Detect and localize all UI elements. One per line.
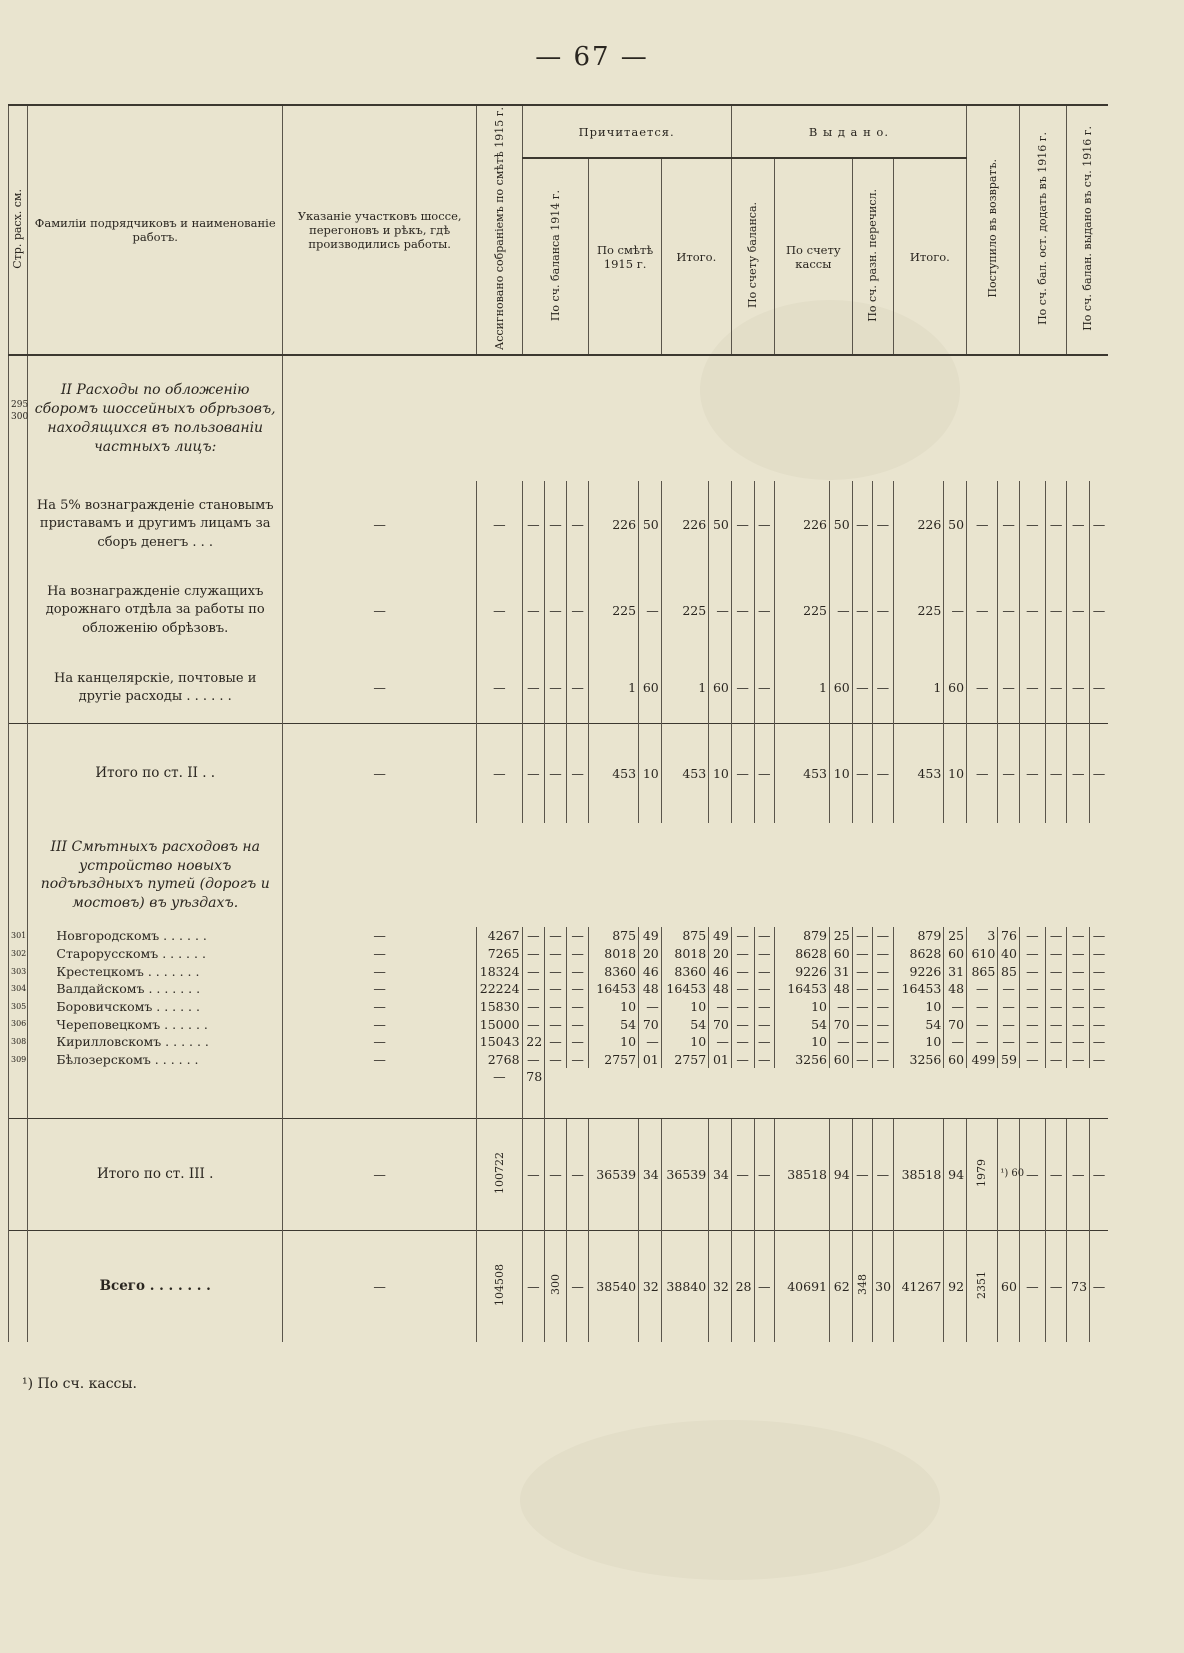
- section2-blank: [283, 355, 1108, 481]
- header-places: Указаніе участковъ шоссе, перегоновъ и рѣкъ, гдѣ производились работы.: [283, 105, 477, 355]
- row-desc: На вознагражденіе служащихъ дорожнаго отдѣла за работы по обложенію обрѣзовъ.: [28, 567, 283, 653]
- header-group-paid: В ы д а н о.: [731, 105, 966, 158]
- row-name: Новгородскомъ . . . . . .: [28, 927, 283, 945]
- row-desc: На 5% вознагражденіе становымъ приставамъ и другимъ лицамъ за сборъ денегъ . . .: [28, 481, 283, 567]
- header-over-1916: По сч. балан. выдано въ сч. 1916 г.: [1067, 105, 1108, 355]
- page-number: — 67 —: [535, 42, 649, 72]
- table-row: 301 Новгородскомъ . . . . . . — 4267 — — — 875 49 875 49 — — 879 25 — — 879 25 3 76 — — — —: [9, 927, 1109, 945]
- row-name: Валдайскомъ . . . . . . .: [28, 980, 283, 998]
- header-add-1916: По сч. бал. ост. додать въ 1916 г.: [1019, 105, 1066, 355]
- ledger-table-wrap: [8, 104, 1116, 1366]
- header-due-balance: По сч. баланса 1914 г.: [522, 158, 589, 355]
- row-name: Крестецкомъ . . . . . . .: [28, 963, 283, 981]
- footnote: ¹) По сч. кассы.: [22, 1376, 137, 1392]
- row-desc: На канцелярскіе, почтовые и другіе расходы . . . . . .: [28, 653, 283, 723]
- header-returned: Поступило въ возвратъ.: [967, 105, 1020, 355]
- section3-title: III Смѣтныхъ расходовъ на устройство новыхъ подъѣздныхъ путей (дорогъ и мостовъ) въ уѣздахъ.: [28, 823, 283, 927]
- section2-title: II Расходы по обложенію сборомъ шоссейныхъ обрѣзовъ, находящихся въ пользованіи частныхъ лицъ:: [28, 355, 283, 481]
- row-name: Бѣлозерскомъ . . . . . .: [28, 1051, 283, 1069]
- header-due-estimate: По смѣтѣ 1915 г.: [589, 158, 661, 355]
- table-row: 308 Кирилловскомъ . . . . . . — 15043 22 — — 10 — 10 — — — 10 — — — 10 — — — — — — —: [9, 1033, 1109, 1051]
- table-row: На 5% вознагражденіе становымъ приставамъ и другимъ лицамъ за сборъ денегъ . . . — — — — — 226 50 226 50 — — 226 50 — — 226 50 — — — — — —: [9, 481, 1109, 567]
- header-due-total: Итого.: [661, 158, 731, 355]
- table-row: На вознагражденіе служащихъ дорожнаго отдѣла за работы по обложенію обрѣзовъ. — — — — — 225 — 225 — — — 225 — — — 225 — — — — — — —: [9, 567, 1109, 653]
- header-paid-balance: По счету баланса.: [731, 158, 774, 355]
- row-name: Череповецкомъ . . . . . .: [28, 1016, 283, 1034]
- section2-codes: 295 300: [9, 355, 28, 481]
- table-row: 309 Бѣлозерскомъ . . . . . . — 2768 — — — 2757 01 2757 01 — — 3256 60 — — 3256 60 499 59 — — — —: [9, 1051, 1109, 1069]
- table-row-extra: — 78: [9, 1068, 1109, 1118]
- grand-total-row: Всего . . . . . . . — 104508 — 300 — 38540 32 38840 32 28 — 40691 62 348 30 41267 92 2351 60 — — 73 —: [9, 1230, 1109, 1342]
- table-row: На канцелярскіе, почтовые и другіе расходы . . . . . . — — — — — 1 60 1 60 — — 1 60 — — 1 60 — — — — — —: [9, 653, 1109, 723]
- row-name: Кирилловскомъ . . . . . .: [28, 1033, 283, 1051]
- header-assign: Ассигновано собраніемъ по смѣтѣ 1915 г.: [477, 105, 522, 355]
- total-row-section3: Итого по ст. III . — 100722 — — — 36539 34 36539 34 — — 38518 94 — — 38518 94 1979 ¹) 60 — — — —: [9, 1118, 1109, 1230]
- row-name: Боровичскомъ . . . . . .: [28, 998, 283, 1016]
- header-str: Стр. расх. см.: [9, 105, 28, 355]
- row-name: Старорусскомъ . . . . . .: [28, 945, 283, 963]
- header-group-due: Причитается.: [522, 105, 731, 158]
- header-paid-total: Итого.: [893, 158, 966, 355]
- grand-total-label: Всего . . . . . . .: [28, 1230, 283, 1342]
- header-name: Фамиліи подрядчиковъ и наименованіе работъ.: [28, 105, 283, 355]
- ledger-table: [8, 104, 1108, 1342]
- total-label: Итого по ст. III .: [28, 1118, 283, 1230]
- total-row-section2: Итого по ст. II . . — — — — — 453 10 453 10 — — 453 10 — — 453 10 — — — — — —: [9, 723, 1109, 823]
- table-row: 303 Крестецкомъ . . . . . . . — 18324 — — — 8360 46 8360 46 — — 9226 31 — — 9226 31 865 85 — — — —: [9, 963, 1109, 981]
- total-label: Итого по ст. II . .: [28, 723, 283, 823]
- table-row: 306 Череповецкомъ . . . . . . — 15000 — — — 54 70 54 70 — — 54 70 — — 54 70 — — — — — —: [9, 1016, 1109, 1034]
- table-row: 305 Боровичскомъ . . . . . . — 15830 — — — 10 — 10 — — — 10 — — — 10 — — — — — — —: [9, 998, 1109, 1016]
- table-row: 302 Старорусскомъ . . . . . . — 7265 — — — 8018 20 8018 20 — — 8628 60 — — 8628 60 610 40 — — — —: [9, 945, 1109, 963]
- header-paid-cash: По счету кассы: [774, 158, 852, 355]
- table-row: 304 Валдайскомъ . . . . . . . — 22224 — — — 16453 48 16453 48 — — 16453 48 — — 16453 48 — — — — — —: [9, 980, 1109, 998]
- header-paid-misc: По сч. разн. перечисл.: [852, 158, 893, 355]
